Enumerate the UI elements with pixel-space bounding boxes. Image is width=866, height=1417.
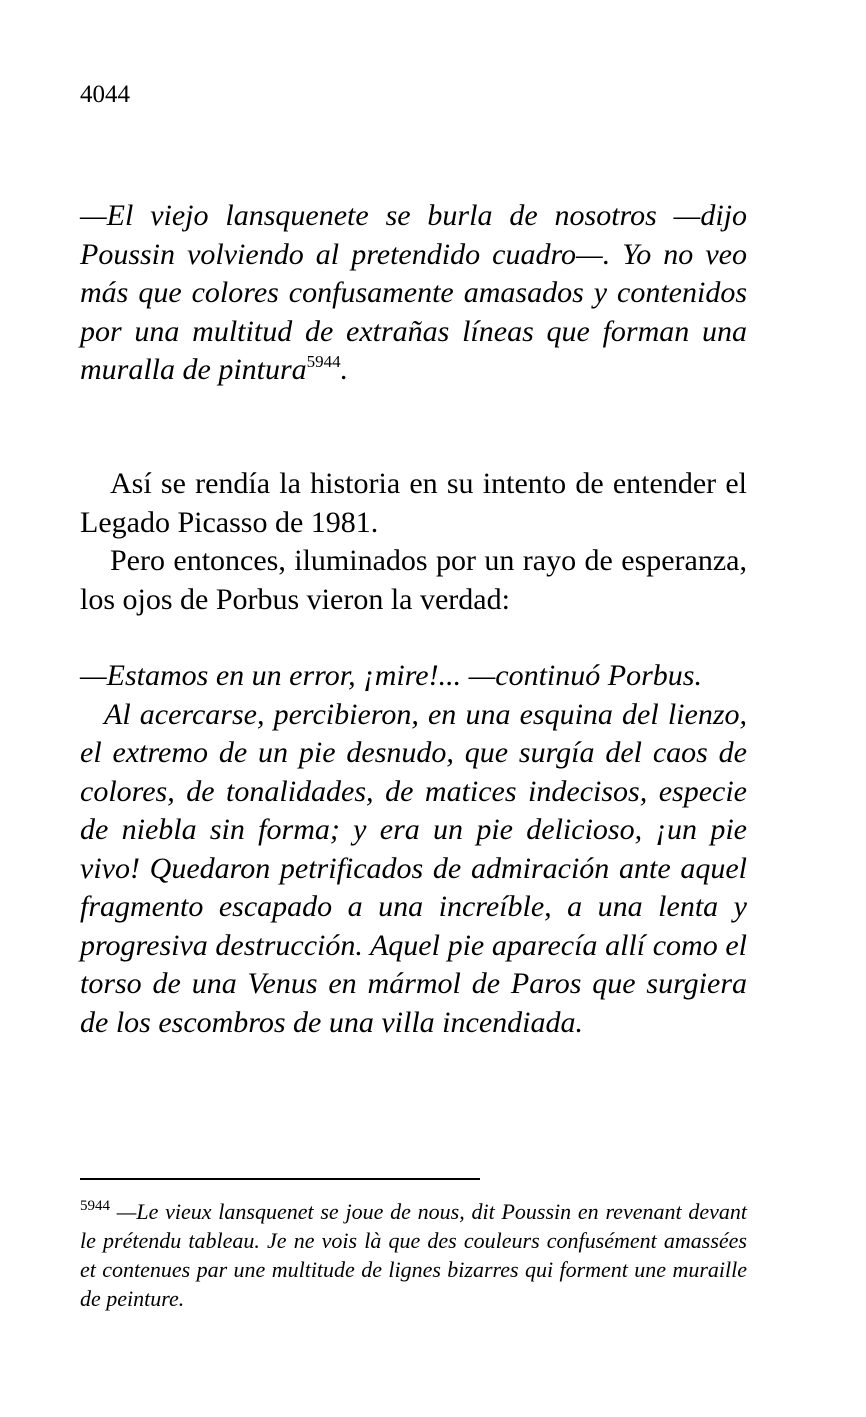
paragraph-1 — [80, 197, 747, 390]
footnote-reference[interactable]: 5944 — [306, 352, 341, 371]
paragraph-4: —Estamos en un error, ¡mire!... —continuó Porbus. — [80, 659, 702, 692]
paragraph-2: Así se rendía la historia en su intento de entender el Legado Picasso de 1981. — [80, 467, 747, 539]
paragraph-1-end: . — [340, 353, 349, 386]
paragraph-3: Pero entonces, iluminados por un rayo de esperanza, los ojos de Porbus vieron la verdad: — [80, 544, 747, 616]
quote-paragraph-poussin — [80, 197, 747, 390]
footnote-text: —Le vieux lansquenet se joue de nous, dit Poussin en revenant devant le prétendu tableau. Je ne vois là que des couleurs confusément amassées et contenues par une multitude de lignes bizarres qui forment une muraille de peinture. — [80, 1199, 748, 1311]
narrative-section — [80, 465, 747, 619]
quote-section-porbus — [80, 657, 747, 1042]
paragraph-1-text: —El viejo lansquenete se burla de nosotros —dijo Poussin volviendo al pretendido cuadro—. Yo no veo más que colores confusamente amasados y contenidos por una multitud de extrañas líneas que forman una muralla de pintura — [80, 199, 747, 386]
footnote-separator — [80, 1178, 480, 1180]
page-number: 4044 — [80, 81, 130, 108]
footnote-number: 5944 — [80, 1198, 110, 1214]
footnote — [80, 1197, 747, 1313]
paragraph-5: Al acercarse, percibieron, en una esquina del lienzo, el extremo de un pie desnudo, que surgía del caos de colores, de tonalidades, de matices indecisos, especie de niebla sin forma; y era un pie delicioso, ¡un pie vivo! Quedaron petrificados de admiración ante aquel fragmento escapado a una increíble, a una lenta y progresiva destrucción. Aquel pie aparecía allí como el torso de una Venus en mármol de Paros que surgiera de los escombros de una villa incendiada. — [80, 697, 747, 1039]
